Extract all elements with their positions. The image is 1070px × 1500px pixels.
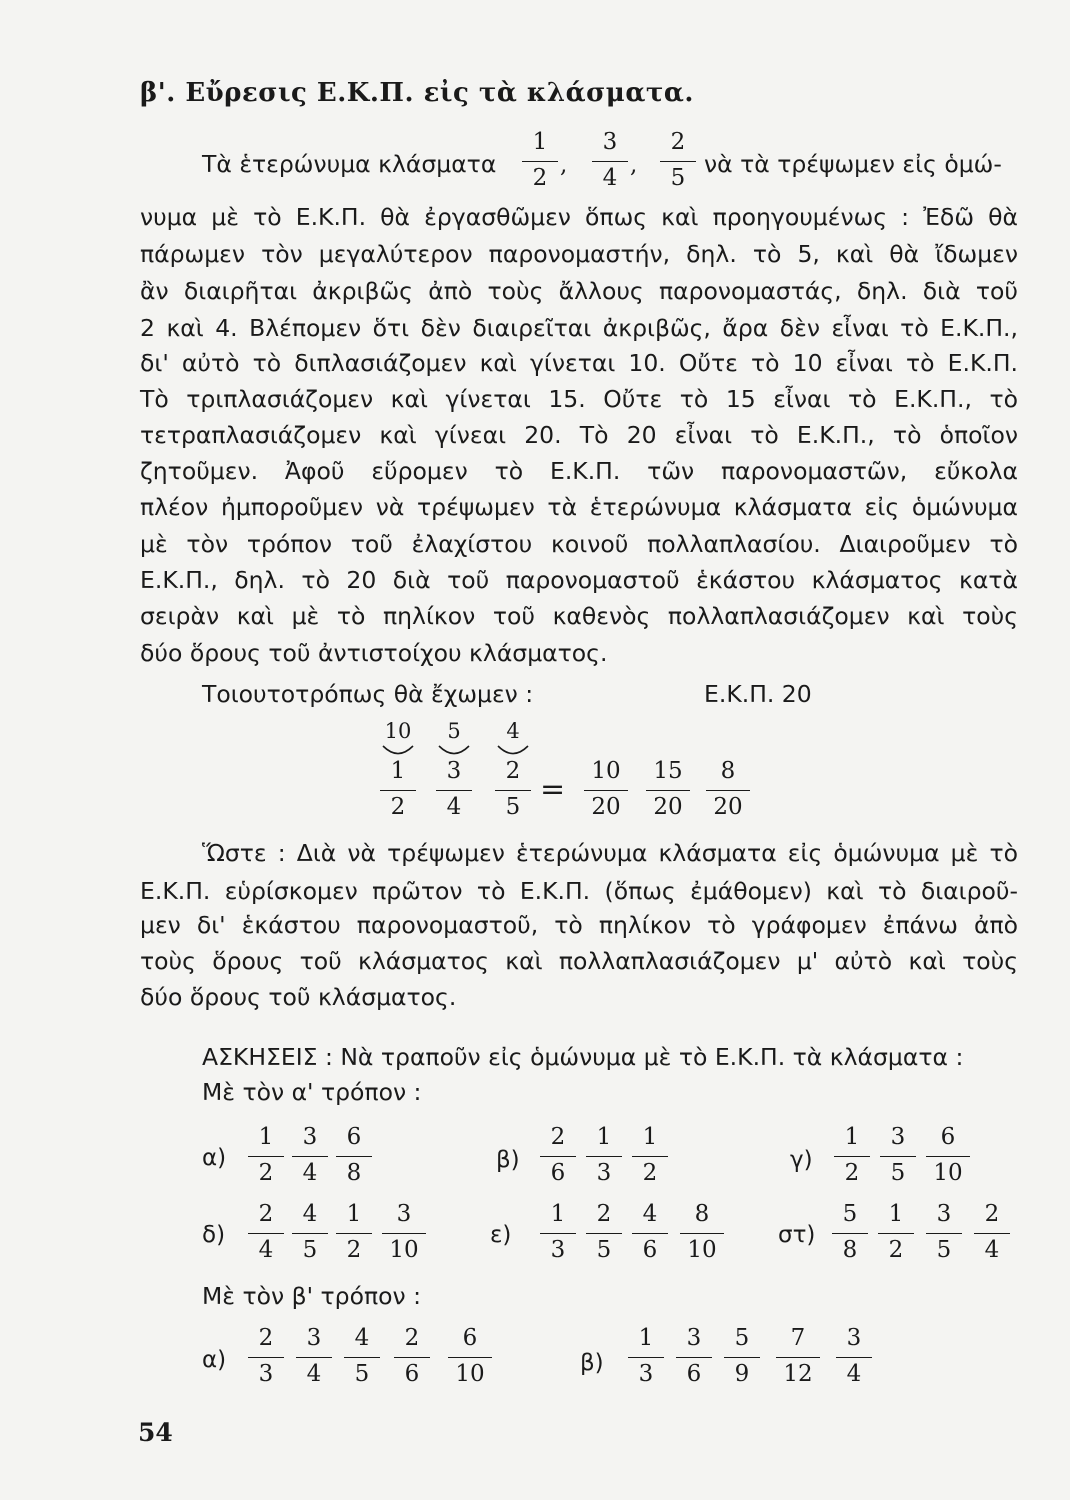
exercise-fraction: 1 3 <box>540 1203 576 1265</box>
exercise-label: α) <box>202 1145 227 1171</box>
intro-prefix: Τὰ ἑτερώνυμα κλάσματα <box>202 150 497 178</box>
brace-mark <box>497 745 529 757</box>
rule-line: δύο ὅρους τοῦ κλάσματος. <box>140 983 457 1011</box>
exercise-fraction: 2 6 <box>540 1126 576 1188</box>
paragraph-line: δι' αὐτὸ τὸ διπλασιάζομεν καὶ γίνεται 10. Οὔτε τὸ 10 εἶναι τὸ Ε.Κ.Π. <box>140 349 1018 377</box>
multiplier: 5 <box>447 719 461 743</box>
exercise-fraction: 1 3 <box>586 1126 622 1188</box>
intro-fraction-1: 1 2 <box>522 131 558 193</box>
rule-line: τοὺς ὅρους τοῦ κλάσματος καὶ πολλαπλασιάζομεν μ' αὐτὸ καὶ τοὺς <box>140 947 1018 975</box>
exercise-label: δ) <box>202 1222 226 1248</box>
equals-sign: = <box>540 772 566 807</box>
exercise-fraction: 1 3 <box>628 1327 664 1389</box>
method-2-label: Μὲ τὸν β' τρόπον : <box>202 1282 421 1310</box>
paragraph-line: ζητοῦμεν. Ἀφοῦ εὕρομεν τὸ Ε.Κ.Π. τῶν παρονομαστῶν, εὔκολα <box>140 457 1018 485</box>
rule-line: Ὥστε : Διὰ νὰ τρέψωμεν ἑτερώνυμα κλάσματα εἰς ὁμώνυμα μὲ τὸ <box>202 839 1018 867</box>
page-number: 54 <box>138 1418 173 1447</box>
exercise-label: γ) <box>790 1147 813 1173</box>
paragraph-line: ἂν διαιρῆται ἀκριβῶς ἀπὸ τοὺς ἄλλους παρονομαστάς, δηλ. διὰ τοῦ <box>140 277 1018 305</box>
exercise-fraction: 3 4 <box>836 1327 872 1389</box>
exercise-fraction: 3 5 <box>880 1126 916 1188</box>
rule-line: μεν δι' ἑκάστου παρονομαστοῦ, τὸ πηλίκον τὸ γράφομεν ἐπάνω ἀπὸ <box>140 911 1018 939</box>
exercise-fraction: 6 10 <box>448 1327 492 1389</box>
exercise-fraction: 3 4 <box>292 1126 328 1188</box>
exercise-fraction: 1 2 <box>834 1126 870 1188</box>
exercise-fraction: 4 5 <box>344 1327 380 1389</box>
exercise-fraction: 1 2 <box>248 1126 284 1188</box>
paragraph-line: σειρὰν καὶ μὲ τὸ πηλίκον τοῦ καθενὸς πολλαπλασιάζομεν καὶ τοὺς <box>140 602 1018 630</box>
paragraph-line: πλέον ἠμποροῦμεν νὰ τρέψωμεν τὰ ἑτερώνυμα κλάσματα εἰς ὁμώνυμα <box>140 493 1018 521</box>
exercise-fraction: 3 5 <box>926 1203 962 1265</box>
intro-fraction-2: 3 4 <box>592 131 628 193</box>
multiplier: 4 <box>506 719 520 743</box>
exercise-fraction: 3 6 <box>676 1327 712 1389</box>
exercise-fraction: 4 5 <box>292 1203 328 1265</box>
exercise-fraction: 2 5 <box>586 1203 622 1265</box>
exercise-fraction: 3 10 <box>382 1203 426 1265</box>
example-left-fraction: 3 4 <box>436 760 472 822</box>
example-right-fraction: 10 20 <box>584 760 628 822</box>
exercise-fraction: 8 10 <box>680 1203 724 1265</box>
example-left-fraction: 1 2 <box>380 760 416 822</box>
exercise-fraction: 5 9 <box>724 1327 760 1389</box>
exercise-label: στ) <box>778 1222 816 1248</box>
paragraph-line: Τὸ τριπλασιάζομεν καὶ γίνεται 15. Οὔτε τὸ 15 εἶναι τὸ Ε.Κ.Π., τὸ <box>140 385 1018 413</box>
exercise-fraction: 2 6 <box>394 1327 430 1389</box>
exercise-label: ε) <box>490 1222 512 1248</box>
exercise-fraction: 6 8 <box>336 1126 372 1188</box>
exercise-fraction: 1 2 <box>632 1126 668 1188</box>
intro-fraction-3: 2 5 <box>660 131 696 193</box>
paragraph-line: πάρωμεν τὸν μεγαλύτερον παρονομαστήν, δηλ. τὸ 5, καὶ θὰ ἴδωμεν <box>140 240 1018 268</box>
paragraph-line: μὲ τὸν τρόπον τοῦ ἐλαχίστου κοινοῦ πολλαπλασίου. Διαιροῦμεν τὸ <box>140 530 1018 558</box>
exercises-title: ΑΣΚΗΣΕΙΣ : Νὰ τραποῦν εἰς ὁμώνυμα μὲ τὸ Ε.Κ.Π. τὰ κλάσματα : <box>202 1043 964 1071</box>
brace-mark <box>438 745 470 757</box>
lcm-label: Ε.Κ.Π. 20 <box>704 680 812 708</box>
rule-line: Ε.Κ.Π. εὑρίσκομεν πρῶτον τὸ Ε.Κ.Π. (ὅπως ἐμάθομεν) καὶ τὸ διαιροῦ- <box>140 877 1018 905</box>
exercise-fraction: 3 4 <box>296 1327 332 1389</box>
paragraph-line: τετραπλασιάζομεν καὶ γίνεαι 20. Τὸ 20 εἶναι τὸ Ε.Κ.Π., τὸ ὁποῖον <box>140 421 1018 449</box>
exercise-fraction: 7 12 <box>776 1327 820 1389</box>
section-heading: β'. Εὔρεσις Ε.Κ.Π. εἰς τὰ κλάσματα. <box>140 78 694 108</box>
exercise-fraction: 1 2 <box>336 1203 372 1265</box>
paragraph-line: νυμα μὲ τὸ Ε.Κ.Π. θὰ ἐργασθῶμεν ὅπως καὶ προηγουμένως : Ἐδῶ θὰ <box>140 203 1018 231</box>
exercise-fraction: 2 4 <box>248 1203 284 1265</box>
intro-suffix: νὰ τὰ τρέψωμεν εἰς ὁμώ- <box>704 150 1002 178</box>
exercise-fraction: 2 3 <box>248 1327 284 1389</box>
paragraph-line: Ε.Κ.Π., δηλ. τὸ 20 διὰ τοῦ παρονομαστοῦ ἑκάστου κλάσματος κατὰ <box>140 566 1018 594</box>
multiplier: 10 <box>384 719 412 743</box>
exercise-fraction: 2 4 <box>974 1203 1010 1265</box>
exercise-label: β) <box>496 1147 520 1173</box>
paragraph-line: δύο ὅρους τοῦ ἀντιστοίχου κλάσματος. <box>140 639 608 667</box>
exercise-label: α) <box>202 1347 227 1373</box>
exercise-fraction: 4 6 <box>632 1203 668 1265</box>
example-right-fraction: 15 20 <box>646 760 690 822</box>
textbook-page: β'. Εὔρεσις Ε.Κ.Π. εἰς τὰ κλάσματα. Τὰ ἑτερώνυμα κλάσματα 1 2 , 3 4 , 2 5 νὰ τὰ τρέψωμεν εἰς ὁμώ- νυμα μὲ τὸ Ε.Κ.Π. θὰ ἐργασθῶμεν ὅπως καὶ προηγουμένως : Ἐδῶ θὰ πάρωμεν τὸν μεγαλύτερον παρονομαστήν, δηλ. τὸ 5, καὶ θὰ ἴδωμεν ἂν διαιρῆται ἀκριβῶς ἀπὸ τοὺς ἄλλους παρονομαστάς, δηλ. διὰ τοῦ 2 καὶ 4. Βλέπομεν ὅτι δὲν διαιρεῖται ἀκριβῶς, ἄρα δὲν εἶναι τὸ Ε.Κ.Π., δι' αὐτὸ τὸ διπλασιάζομεν καὶ γίνεται 10. Οὔτε τὸ 10 εἶναι τὸ Ε.Κ.Π. Τὸ τριπλασιάζομεν καὶ γίνεται 15. Οὔτε τὸ 15 εἶναι τὸ Ε.Κ.Π., τὸ τετραπλασιάζομεν καὶ γίνεαι 20. Τὸ 20 εἶναι τὸ Ε.Κ.Π., τὸ ὁποῖον ζητοῦμεν. Ἀφοῦ εὕρομεν τὸ Ε.Κ.Π. τῶν παρονομαστῶν, εὔκολα πλέον ἠμποροῦμεν νὰ τρέψωμεν τὰ ἑτερώνυμα κλάσματα εἰς ὁμώνυμα μὲ τὸν τρόπον τοῦ ἐλαχίστου κοινοῦ πολλαπλασίου. Διαιροῦμεν τὸ Ε.Κ.Π., δηλ. τὸ 20 διὰ τοῦ παρονομαστοῦ ἑκάστου κλάσματος κατὰ σειρὰν καὶ μὲ τὸ πηλίκον τοῦ καθενὸς πολλαπλασιάζομεν καὶ τοὺς δύο ὅρους τοῦ ἀντιστοίχου κλάσματος. Τοιουτοτρόπως θὰ ἔχωμεν : Ε.Κ.Π. 20 10 5 4 1 2 3 4 2 5 = 10 20 15 20 8 20 Ὥστε : Διὰ νὰ τρέψωμεν ἑτερώνυμα κλάσματα εἰς ὁμώνυμα μὲ τὸ Ε.Κ.Π. εὑρίσκομεν πρῶτον τὸ Ε.Κ.Π. (ὅπως ἐμάθομεν) καὶ τὸ διαιροῦ- μεν δι' ἑκάστου παρονομαστοῦ, τὸ πηλίκον τὸ γράφομεν ἐπάνω ἀπὸ τοὺς ὅρους τοῦ κλάσματος καὶ πολλαπλασιάζομεν μ' αὐτὸ καὶ τοὺς δύο ὅρους τοῦ κλάσματος. ΑΣΚΗΣΕΙΣ : Νὰ τραποῦν εἰς ὁμώνυμα μὲ τὸ Ε.Κ.Π. τὰ κλάσματα : Μὲ τὸν α' τρόπον : α) 1 2 3 4 6 8 β) 2 6 1 3 1 2 γ) 1 2 3 5 6 10 δ) 2 4 4 5 1 2 3 10 ε) 1 3 2 5 4 6 8 10 στ) 5 8 1 2 3 5 2 4 Μὲ τὸν β' τρόπον : α) 2 3 3 4 4 5 2 6 6 10 β) 1 3 3 6 5 9 7 12 3 4 54 <box>138 78 1018 1447</box>
example-right-fraction: 8 20 <box>706 760 750 822</box>
example-left-fraction: 2 5 <box>495 760 531 822</box>
method-1-label: Μὲ τὸν α' τρόπον : <box>202 1078 422 1106</box>
example-intro: Τοιουτοτρόπως θὰ ἔχωμεν : <box>202 680 534 708</box>
brace-mark <box>382 745 414 757</box>
exercise-fraction: 1 2 <box>878 1203 914 1265</box>
exercise-fraction: 6 10 <box>926 1126 970 1188</box>
exercise-label: β) <box>580 1350 604 1376</box>
exercise-fraction: 5 8 <box>832 1203 868 1265</box>
paragraph-line: 2 καὶ 4. Βλέπομεν ὅτι δὲν διαιρεῖται ἀκριβῶς, ἄρα δὲν εἶναι τὸ Ε.Κ.Π., <box>140 314 1018 342</box>
